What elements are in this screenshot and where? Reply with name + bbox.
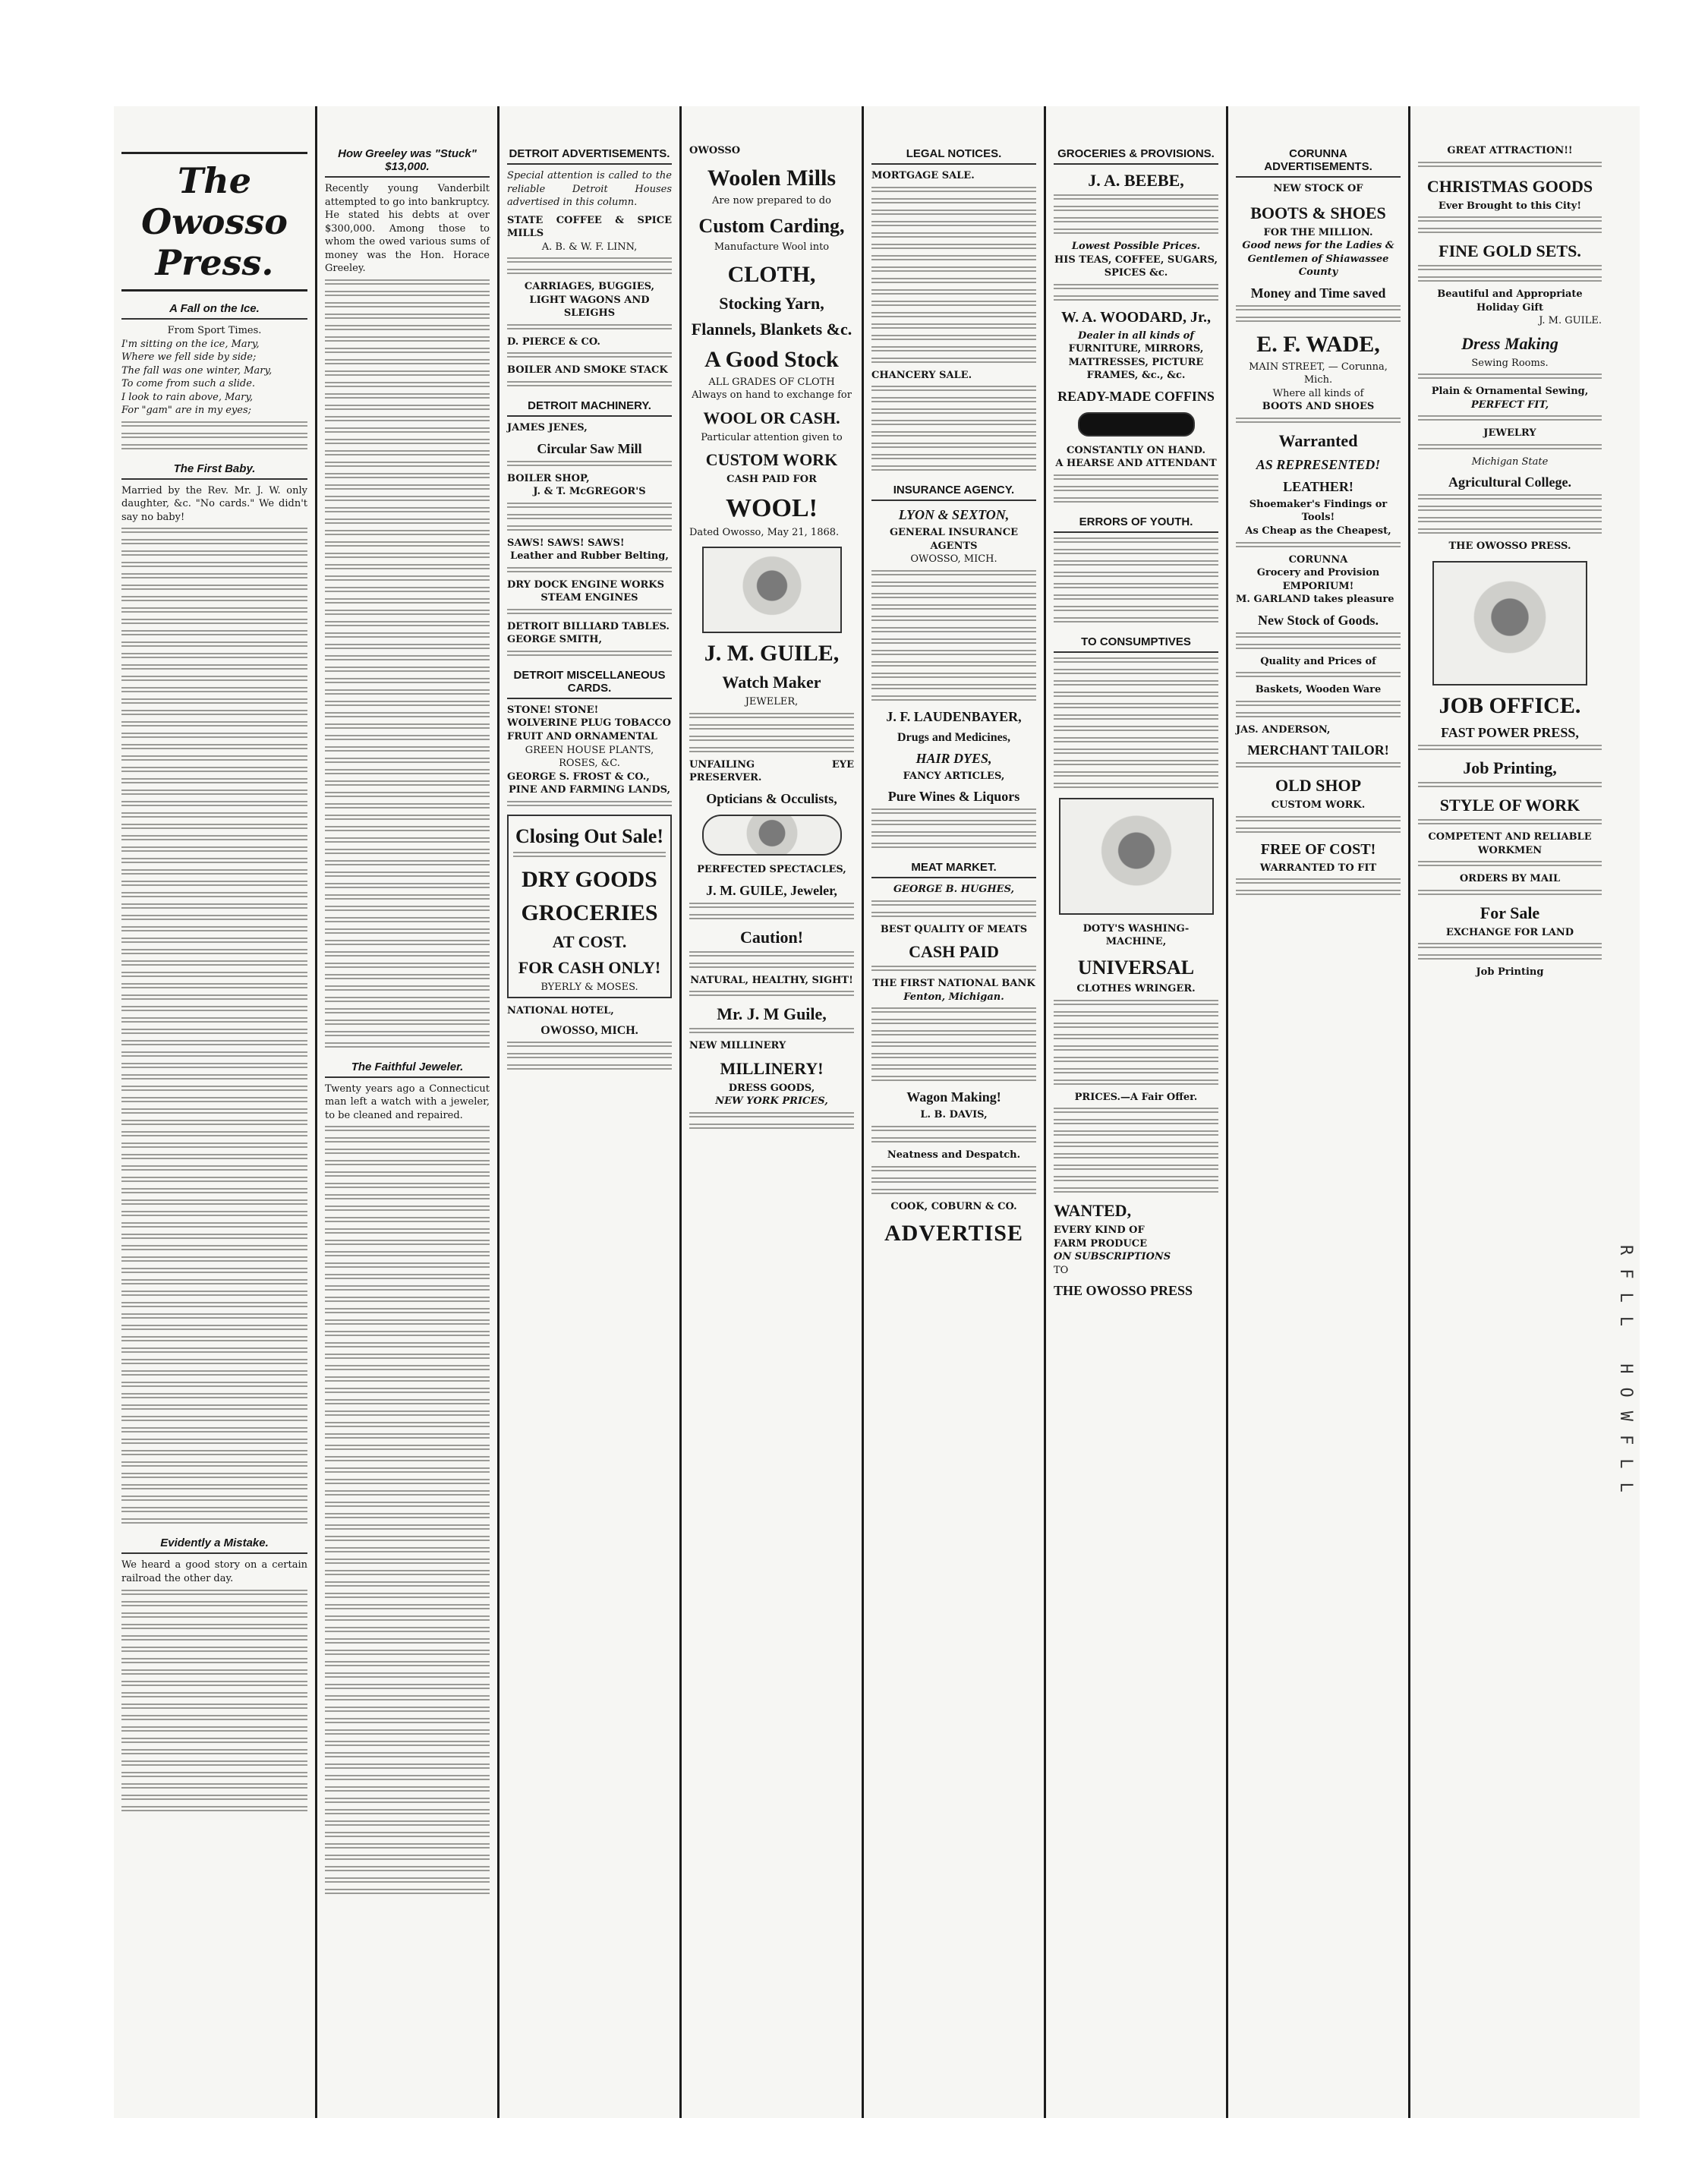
baby-title: The First Baby. xyxy=(121,458,307,480)
press-title: THE OWOSSO PRESS. xyxy=(1448,541,1571,553)
findings: Shoemaker's Findings or Tools! xyxy=(1249,498,1388,524)
guile-jeweler: J. M. GUILE, Jeweler, xyxy=(706,882,837,898)
garland: M. GARLAND takes pleasure xyxy=(1236,594,1394,606)
wool: WOOL! xyxy=(726,493,818,522)
emporium: EMPORIUM! xyxy=(1282,580,1354,592)
hughes: GEORGE B. HUGHES, xyxy=(893,884,1015,896)
owosso-press: THE OWOSSO PRESS xyxy=(1054,1283,1193,1299)
ad-2: CARRIAGES, BUGGIES, LIGHT WAGONS AND SLEIGHS xyxy=(524,281,655,320)
merchant-tailor: MERCHANT TAILOR! xyxy=(1247,742,1389,758)
coffins: READY-MADE COFFINS xyxy=(1057,388,1215,404)
perfected: PERFECTED SPECTACLES, xyxy=(697,864,846,876)
furniture: FURNITURE, MIRRORS, MATTRESSES, PICTURE FRAMES, &c., &c. xyxy=(1068,343,1204,382)
main-street: MAIN STREET, — Corunna, Mich. xyxy=(1249,361,1388,386)
guile-name: J. M. GUILE, xyxy=(704,641,840,667)
column-4 xyxy=(682,106,862,2118)
meat-market: MEAT MARKET. xyxy=(871,856,1036,878)
washing-machine-engraving xyxy=(1059,798,1214,915)
guile-sign: J. M. GUILE. xyxy=(1539,315,1602,327)
boots-shoes: BOOTS & SHOES xyxy=(1250,203,1386,222)
lowest-prices: Lowest Possible Prices. xyxy=(1071,241,1201,252)
poem-title: A Fall on the Ice. xyxy=(121,298,307,320)
caution: Caution! xyxy=(739,927,804,947)
owosso-label: OWOSSO xyxy=(689,145,741,156)
orders-mail: ORDERS BY MAIL xyxy=(1459,873,1561,885)
ever-brought: Ever Brought to this City! xyxy=(1438,200,1582,212)
grocery-provision: Grocery and Provision xyxy=(1256,567,1380,579)
warranted: Warranted xyxy=(1278,430,1358,450)
greeley-title: How Greeley was "Stuck" $13,000. xyxy=(325,143,490,178)
column-2 xyxy=(317,106,497,2118)
column-7 xyxy=(1228,106,1408,2118)
cloth: CLOTH, xyxy=(727,261,816,287)
margin-text: RFLL HOWFLL xyxy=(1616,1245,1635,1506)
boots-shoes-2: BOOTS AND SHOES xyxy=(1262,401,1375,413)
woodard: W. A. WOODARD, Jr., xyxy=(1060,308,1212,326)
constantly: CONSTANTLY ON HAND. xyxy=(1067,444,1205,456)
column-5 xyxy=(864,106,1044,2118)
jeweler-text: Twenty years ago a Connecticut man left a watch with a jeweler, to be cleaned and repaired. xyxy=(325,1083,490,1121)
errors-youth: ERRORS OF YOUTH. xyxy=(1054,511,1218,533)
wanted: WANTED, xyxy=(1054,1201,1132,1221)
ad-13: STEAM ENGINES xyxy=(540,592,638,604)
manufacture-text: Manufacture Wool into xyxy=(714,241,830,254)
column-1 xyxy=(114,106,315,2118)
goods: New Stock of Goods. xyxy=(1257,612,1379,628)
jeweler-label: JEWELER, xyxy=(745,696,799,708)
drugs: Drugs and Medicines, xyxy=(897,730,1010,744)
ad-18: WOLVERINE PLUG TOBACCO xyxy=(507,717,671,730)
always: Always on hand to exchange for xyxy=(692,389,852,402)
ad-15: GEORGE SMITH, xyxy=(507,634,603,646)
ad-10: SAWS! SAWS! SAWS! xyxy=(507,537,625,549)
warranted-fit: WARRANTED TO FIT xyxy=(1259,862,1377,874)
new-stock: NEW STOCK OF xyxy=(1273,183,1363,194)
grades: ALL GRADES OF CLOTH xyxy=(708,376,835,388)
hotel: NATIONAL HOTEL, xyxy=(507,1005,614,1017)
printing-press-engraving xyxy=(1432,561,1587,686)
quality-prices: Quality and Prices of xyxy=(1260,655,1376,667)
ad-21: GEORGE S. FROST & CO., xyxy=(507,771,650,783)
ad-0: STATE COFFEE & SPICE MILLS xyxy=(507,214,672,240)
stocking-yarn: Stocking Yarn, xyxy=(719,293,824,313)
column-6 xyxy=(1046,106,1226,2118)
attention: Particular attention given to xyxy=(701,431,843,443)
consumptives: TO CONSUMPTIVES xyxy=(1054,631,1218,653)
natural-sight: NATURAL, HEALTHY, SIGHT! xyxy=(690,974,853,986)
ad-8: BOILER SHOP, xyxy=(507,472,590,484)
coffin-icon xyxy=(1078,412,1195,437)
farm-produce: FARM PRODUCE xyxy=(1054,1237,1148,1250)
holiday-gift: Beautiful and Appropriate Holiday Gift xyxy=(1437,288,1583,314)
sewing-rooms: Sewing Rooms. xyxy=(1471,357,1549,369)
chancery-title: CHANCERY SALE. xyxy=(871,369,972,381)
hair-dyes: HAIR DYES, xyxy=(915,750,992,766)
advertise: ADVERTISE xyxy=(884,1221,1023,1247)
closing-sale-ad: Closing Out Sale! DRY GOODS GROCERIES AT COST. FOR CASH ONLY! BYERLY & MOSES. xyxy=(507,815,672,999)
dealer: Dealer in all kinds of xyxy=(1078,329,1194,342)
wool-or-cash: WOOL OR CASH. xyxy=(703,408,840,427)
ad-7: Circular Saw Mill xyxy=(537,440,642,456)
neatness: Neatness and Despatch. xyxy=(887,1149,1021,1161)
custom-work: CUSTOM WORK xyxy=(705,450,838,470)
woolen-mills: Woolen Mills xyxy=(707,165,837,191)
plain-sewing: Plain & Ornamental Sewing, xyxy=(1431,386,1589,398)
laudenbayer: J. F. LAUDENBAYER, xyxy=(886,708,1022,724)
poem-source: From Sport Times. xyxy=(167,325,262,336)
mistake-title: Evidently a Mistake. xyxy=(121,1532,307,1554)
ad-22: PINE AND FARMING LANDS, xyxy=(508,784,671,796)
bank-title: THE FIRST NATIONAL BANK xyxy=(872,978,1035,990)
millinery-title: NEW MILLINERY xyxy=(689,1040,786,1052)
spectacles-engraving xyxy=(702,815,842,856)
money-time: Money and Time saved xyxy=(1250,285,1386,301)
custom-carding: Custom Carding, xyxy=(698,215,845,238)
ad-17: STONE! STONE! xyxy=(507,704,599,716)
fancy-articles: FANCY ARTICLES, xyxy=(903,770,1005,782)
for-sale: For Sale xyxy=(1480,903,1540,922)
jewelry: JEWELRY xyxy=(1483,427,1536,440)
corunna-header: CORUNNA ADVERTISEMENTS. xyxy=(1236,143,1401,178)
ad-19: FRUIT AND ORNAMENTAL xyxy=(507,731,657,743)
column-8 xyxy=(1410,106,1609,2118)
poem: I'm sitting on the ice, Mary, Where we fell side by side; The fall was one winter, Mary, To come from such a slide. I look to rain above, Mary, For "gam" are in my eyes; xyxy=(121,338,273,417)
job-printing-footer: Job Printing xyxy=(1476,966,1544,979)
job-printing-title: Job Printing, xyxy=(1463,758,1557,778)
leather: LEATHER! xyxy=(1283,478,1353,494)
cash-paid: CASH PAID FOR xyxy=(726,474,817,486)
subscriptions: ON SUBSCRIPTIONS xyxy=(1054,1251,1171,1263)
fenton: Fenton, Michigan. xyxy=(903,991,1004,1003)
baskets: Baskets, Wooden Ware xyxy=(1255,684,1382,696)
universal: UNIVERSAL xyxy=(1077,957,1195,979)
hotel-place: OWOSSO, MICH. xyxy=(540,1023,638,1037)
ad-9: J. & T. McGREGOR'S xyxy=(533,486,646,498)
jewelry-engraving xyxy=(702,547,842,633)
teas: HIS TEAS, COFFEE, SUGARS, SPICES &c. xyxy=(1054,254,1218,279)
doty: DOTY'S WASHING-MACHINE, xyxy=(1082,922,1190,948)
free-of-cost: FREE OF COST! xyxy=(1260,840,1376,858)
opticians: Opticians & Occulists, xyxy=(706,791,837,807)
greeley-text: Recently young Vanderbilt attempted to go into bankruptcy. He stated his debts at over $300,000. Among those to whom the owed various sums of money was the Hon. Horace Greeley. xyxy=(325,183,490,275)
column-3 xyxy=(499,106,679,2118)
wade: E. F. WADE, xyxy=(1256,331,1380,357)
every-kind: EVERY KIND OF xyxy=(1054,1224,1145,1237)
christmas-goods: CHRISTMAS GOODS xyxy=(1426,176,1593,196)
dress-goods: DRESS GOODS, xyxy=(728,1082,815,1094)
where-kinds: Where all kinds of xyxy=(1272,387,1364,399)
corunna: CORUNNA xyxy=(1288,553,1348,566)
custom-work: CUSTOM WORK. xyxy=(1271,799,1366,812)
anderson: JAS. ANDERSON, xyxy=(1236,723,1331,736)
prepared-text: Are now prepared to do xyxy=(712,194,831,206)
ad-3: D. PIERCE & CO. xyxy=(507,336,600,348)
newspaper-page xyxy=(114,106,1640,2118)
dated: Dated Owosso, May 21, 1868. xyxy=(689,526,840,538)
agricultural-college: Agricultural College. xyxy=(1448,474,1571,490)
legal-header: LEGAL NOTICES. xyxy=(871,143,1036,165)
old-shop: OLD SHOP xyxy=(1275,776,1362,796)
job-office: JOB OFFICE. xyxy=(1439,693,1581,719)
ad-6: JAMES JENES, xyxy=(507,422,588,434)
flannels: Flannels, Blankets &c. xyxy=(691,319,852,339)
hearse: A HEARSE AND ATTENDANT xyxy=(1055,458,1217,470)
general-agents: GENERAL INSURANCE AGENTS xyxy=(889,527,1019,552)
unfailing: UNFAILING EYE PRESERVER. xyxy=(689,758,854,784)
mistake-text: We heard a good story on a certain railroad the other day. xyxy=(121,1559,307,1585)
ad-12: DRY DOCK ENGINE WORKS xyxy=(507,578,664,591)
watch-maker: Watch Maker xyxy=(722,673,821,692)
cheap: As Cheap as the Cheapest, xyxy=(1245,525,1391,537)
detroit-header: DETROIT ADVERTISEMENTS. xyxy=(507,143,672,165)
lyon-sexton: LYON & SEXTON, xyxy=(898,507,1010,523)
good-news: Good news for the Ladies & Gentlemen of Shiawassee County xyxy=(1242,240,1394,279)
beebe: J. A. BEEBE, xyxy=(1088,171,1184,190)
ad-4: BOILER AND SMOKE STACK xyxy=(507,364,668,377)
baby-text: Married by the Rev. Mr. J. W. only daughter, &c. "No cards." We didn't say no baby! xyxy=(121,484,307,523)
ad-20: GREEN HOUSE PLANTS, ROSES, &C. xyxy=(525,744,654,770)
michigan-state: Michigan State xyxy=(1471,455,1549,468)
wringer: CLOTHES WRINGER. xyxy=(1076,983,1196,995)
wagon-making: Wagon Making! xyxy=(906,1089,1001,1105)
guile-mr: Mr. J. M Guile, xyxy=(717,1004,827,1024)
insurance-title: INSURANCE AGENCY. xyxy=(871,479,1036,501)
great-attraction: GREAT ATTRACTION!! xyxy=(1447,145,1573,156)
mortgage-title: MORTGAGE SALE. xyxy=(871,170,975,181)
prices-offer: PRICES.—A Fair Offer. xyxy=(1074,1091,1198,1103)
millinery: MILLINERY! xyxy=(720,1058,824,1078)
to: TO xyxy=(1054,1264,1069,1276)
ad-5: DETROIT MACHINERY. xyxy=(507,395,672,417)
new-york-prices: NEW YORK PRICES, xyxy=(715,1095,828,1108)
ad-14: DETROIT BILLIARD TABLES. xyxy=(507,620,670,632)
ad-16: DETROIT MISCELLANEOUS CARDS. xyxy=(507,664,672,699)
coburn: COOK, COBURN & CO. xyxy=(890,1200,1017,1212)
ad-11: Leather and Rubber Belting, xyxy=(510,550,669,563)
for-million: FOR THE MILLION. xyxy=(1263,226,1373,238)
exchange-land: EXCHANGE FOR LAND xyxy=(1445,926,1574,938)
style-of-work: STYLE OF WORK xyxy=(1439,796,1580,815)
owosso-mich: OWOSSO, MICH. xyxy=(910,553,997,566)
detroit-notice: Special attention is called to the reliable Detroit Houses advertised in this column. xyxy=(507,170,672,209)
good-stock: A Good Stock xyxy=(704,346,839,372)
masthead: The Owosso Press. xyxy=(121,152,307,292)
meat-cash-paid: CASH PAID xyxy=(909,942,999,962)
competent: COMPETENT AND RELIABLE WORKMEN xyxy=(1428,831,1592,856)
gold-sets: FINE GOLD SETS. xyxy=(1439,241,1581,261)
fast-press: FAST POWER PRESS, xyxy=(1441,725,1579,741)
best-meats: BEST QUALITY OF MEATS xyxy=(880,923,1028,935)
ad-1: A. B. & W. F. LINN, xyxy=(541,241,638,253)
perfect-fit: PERFECT FIT, xyxy=(1470,399,1549,411)
wines: Pure Wines & Liquors xyxy=(887,789,1020,805)
dress-making: Dress Making xyxy=(1461,333,1558,353)
represented: AS REPRESENTED! xyxy=(1256,456,1381,472)
groceries-header: GROCERIES & PROVISIONS. xyxy=(1054,143,1218,165)
jeweler-title: The Faithful Jeweler. xyxy=(325,1056,490,1078)
davis: L. B. DAVIS, xyxy=(920,1109,988,1121)
